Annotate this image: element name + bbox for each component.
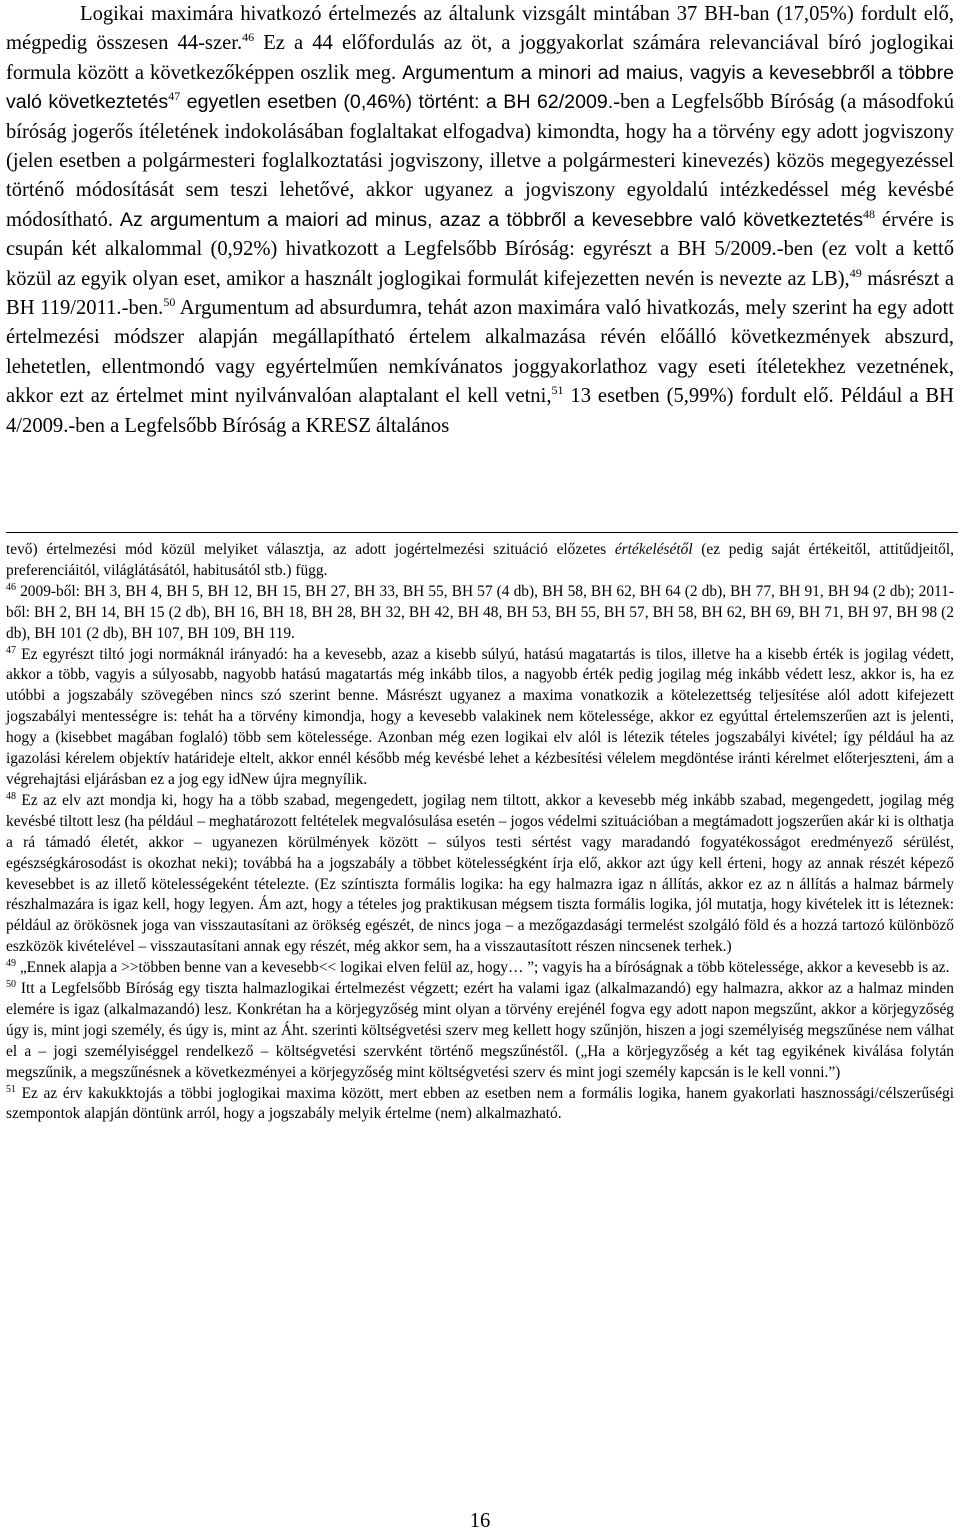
footnote-text: Ez az elv azt mondja ki, hogy ha a több szabad, megengedett, jogilag nem tiltott, akkor a kevesebb még inkább szabad, megengedett, jogilag még kevésbé tiltott lesz (ha például – meghatározott feltételek megvalósulása esetén – jogos védelmi szituációban a megtámadott jogszerűen akár ki is olthatja a rá támadó életét, akkor – ugyanezen körülmények között – súlyos testi sértést vagy maradandó fogyatékosságot eredményező sérülést, egészségkárosodást is okozhat neki); továbbá ha a jogszabály a többet kötelességként írja elő, akkor azt úgy kell érteni, hogy az annak részét képező kevesebbet is az illető kötelességeként tételezte. (Ez színtiszta formális logika: ha egy halmazra igaz n állítás, akkor ez az n állítás a halmaz bármely részhalmazára is igaz kell, hogy legyen. Ám azt, hogy a tételes jog praktikusan mégsem tiszta formális logika, jól mutatja, hogy kivételek itt is léteznek: például az örökösnek joga van visszautasítani az örökség egészét, de nincs joga – a mezőgazdasági termelést szolgáló föld és a hozzá tartozó különböző eszközök kivételével – visszautasítani annak egy részét, még akkor sem, ha a visszautasított részen nincsenek terhek.) — [6, 791, 954, 956]
footnote-text: (ez pedig saját értékeitől, attitűdjeitől, preferenciáitól, világlátásától, habitusától stb.) függ. — [6, 541, 954, 579]
footnote-emphasis: értékelésétől — [614, 541, 693, 558]
body-text: 13 esetben (5,99%) fordult elő. Például a BH 4/2009.-ben a Legfelsőbb Bíróság a KRESZ általános — [6, 385, 954, 437]
footnote-text: tevő) értelmezési mód közül melyiket választja, az adott jogértelmezési szituáció előzetes — [6, 541, 615, 558]
footnote-ref-46[interactable]: 46 — [242, 30, 255, 45]
footnote-50 — [6, 979, 954, 1084]
footnote-number: 48 — [6, 790, 16, 802]
footnote-text: Itt a Legfelsőbb Bíróság egy tiszta halmazlogikai értelmezést végzett; ezért ha valami igaz (alkalmazandó) egy halmazra, akkor az a halmaz minden elemére is igaz (alkalmazandó) lesz. Konkrétan ha a körjegyzőség mint olyan a törvény erejénél fogva egy adott napon megszűnt, akkor a körjegyzőség úgy is, mint jogi személy, és úgy is, mint az Áht. szerinti költségvetési szerv meg kellett hogy szűnjön, hiszen a jogi személyiség megszűnése nem válhat el a – jogi személyiséggel rendelkező – költségvetési szervként történő megszűnéstől. („Ha a körjegyzőség a két tag egyikének kiválása folytán megszűnik, a megszűnésnek a következményei a körjegyzőség mint költségvetési szerv és mint jogi személy kapcsán is le kell vonni.”) — [6, 980, 954, 1081]
body-text: Ez a 44 előfordulás az öt, a joggyakorlat számára relevanciával bíró joglogikai formula között a következőképpen oszlik meg. — [6, 32, 954, 84]
body-text-sans: egyetlen esetben (0,46%) történt: a BH 62/2009. — [180, 91, 614, 114]
footnote-ref-48[interactable]: 48 — [863, 206, 876, 221]
footnote-text: 2009-ből: BH 3, BH 4, BH 5, BH 12, BH 15, BH 27, BH 33, BH 55, BH 57 (4 db), BH 58, BH 62, BH 64 (2 db), BH 77, BH 91, BH 94 (2 db); 2011-ből: BH 2, BH 14, BH 15 (2 db), BH 16, BH 18, BH 28, BH 32, BH 42, BH 48, BH 53, BH 55, BH 57, BH 58, BH 62, BH 69, BH 71, BH 97, BH 98 (2 db), BH 101 (2 db), BH 107, BH 109, BH 119. — [6, 582, 954, 642]
body-text: Argumentum ad absurdumra, tehát azon maximára való hivatkozás, mely szerint ha egy adott értelmezési módszer alapján megállapítható értelem alkalmazása révén előálló következmények abszurd, lehetetlen, ellentmondó vagy egyértelműen nemkívánatos joggyakorlathoz vagy eseti ítéletekhez vezetnének, akkor ezt az értelmet mint nyilvánvalóan alaptalant el kell vetni, — [6, 297, 954, 408]
footnote-continuation — [6, 540, 954, 582]
footnote-48 — [6, 791, 954, 958]
footnote-text: Ez egyrészt tiltó jogi normáknál irányadó: ha a kevesebb, azaz a kisebb súlyú, hatású magatartás is tilos, illetve ha a kisebb érték is jogilag védett, akkor a több, vagyis a súlyosabb, nagyobb hatású magatartás még inkább tilos, a nagyobb érték pedig jogilag még inkább védett lesz, akkor is, ha ez utóbbi a jogszabály szövegében nincs szó szerint benne. Másrészt ugyanez a maxima vonatkozik a kötelezettség teljesítése alól adott kifejezett jogszabályi mentességre is: tehát ha a törvény kimondja, hogy a kevesebb valakinek nem kötelessége, akkor ez egyúttal értelemszerűen azt is jelenti, hogy a (kisebbet magában foglaló) több sem kötelessége. Azonban még ezen logikai elv alól is létezik tételes jogszabályi kivétel; így például ha az igazolási kérelem objektív határideje eltelt, akkor ennél később még kevésbé lehet a kézbesítési vélelem megdöntése iránti kérelmet előterjeszteni, ám a végrehajtási eljárásban ez a jog egy idNew újra megnyílik. — [6, 645, 954, 788]
footnote-ref-50[interactable]: 50 — [163, 295, 176, 310]
footnote-number: 46 — [6, 581, 16, 593]
page-number: 16 — [469, 1510, 491, 1532]
footnote-number: 49 — [6, 958, 16, 969]
body-text-sans: Az argumentum a maiori ad minus, azaz a többről a kevesebbre való következtetés — [119, 208, 864, 231]
footnote-51 — [6, 1084, 954, 1126]
footnotes — [6, 540, 954, 1125]
body-text: másrészt a BH 119/2011.-ben. — [6, 267, 954, 320]
footnote-number: 50 — [6, 978, 16, 990]
body-paragraph — [6, 0, 954, 441]
footnote-47 — [6, 645, 954, 791]
footnote-separator — [6, 532, 958, 533]
body-text: érvére is csupán két alkalommal (0,92%) hivatkozott a Legfelsőbb Bíróság: egyrészt a BH 5/2009.-ben (ez volt a kettő közül az egyik olyan eset, amikor a használt joglogikai formulát kifejezetten nevén is nevezte az LB), — [6, 208, 954, 290]
footnote-ref-49[interactable]: 49 — [849, 265, 862, 280]
body-text: Logikai maximára hivatkozó értelmezés az általunk vizsgált mintában 37 BH-ban (17,05%) fordult elő, mégpedig összesen 44-szer. — [6, 3, 954, 55]
footnote-ref-51[interactable]: 51 — [551, 383, 564, 398]
footnote-text: „Ennek alapja a >>többen benne van a kevesebb<< logikai elven felül az, hogy… ”; vagyis ha a bíróságnak a több kötelessége, akkor a kevesebb is az. — [16, 959, 950, 977]
footnote-number: 47 — [6, 644, 16, 656]
footnote-ref-47[interactable]: 47 — [168, 89, 181, 104]
footnote-46 — [6, 582, 954, 645]
body-text: -ben a Legfelsőbb Bíróság (a másodfokú bíróság jogerős ítéletének indokolásában foglaltakat elfogadva) kimondta, hogy ha a törvény egy adott jogviszony (jelen esetben a polgármesteri foglalkoztatási jogviszony, illetve a polgármesteri kinevezés) közös megegyezéssel történő módosítását sem teszi lehetővé, akkor ugyanez a jogviszony egyoldalú intézkedéssel még kevésbé módosítható. — [6, 91, 954, 231]
footnote-text: Ez az érv kakukktojás a többi joglogikai maxima között, mert ebben az esetben nem a formális logika, hanem gyakorlati hasznossági/célszerűségi szempontok alapján döntünk arról, hogy a jogszabály melyik értelme (nem) alkalmazható. — [6, 1084, 954, 1123]
body-text-sans: Argumentum a minori ad maius, vagyis a kevesebbről a többre való következtetés — [6, 61, 954, 114]
footnote-number: 51 — [6, 1083, 16, 1095]
footnote-49 — [6, 958, 954, 979]
